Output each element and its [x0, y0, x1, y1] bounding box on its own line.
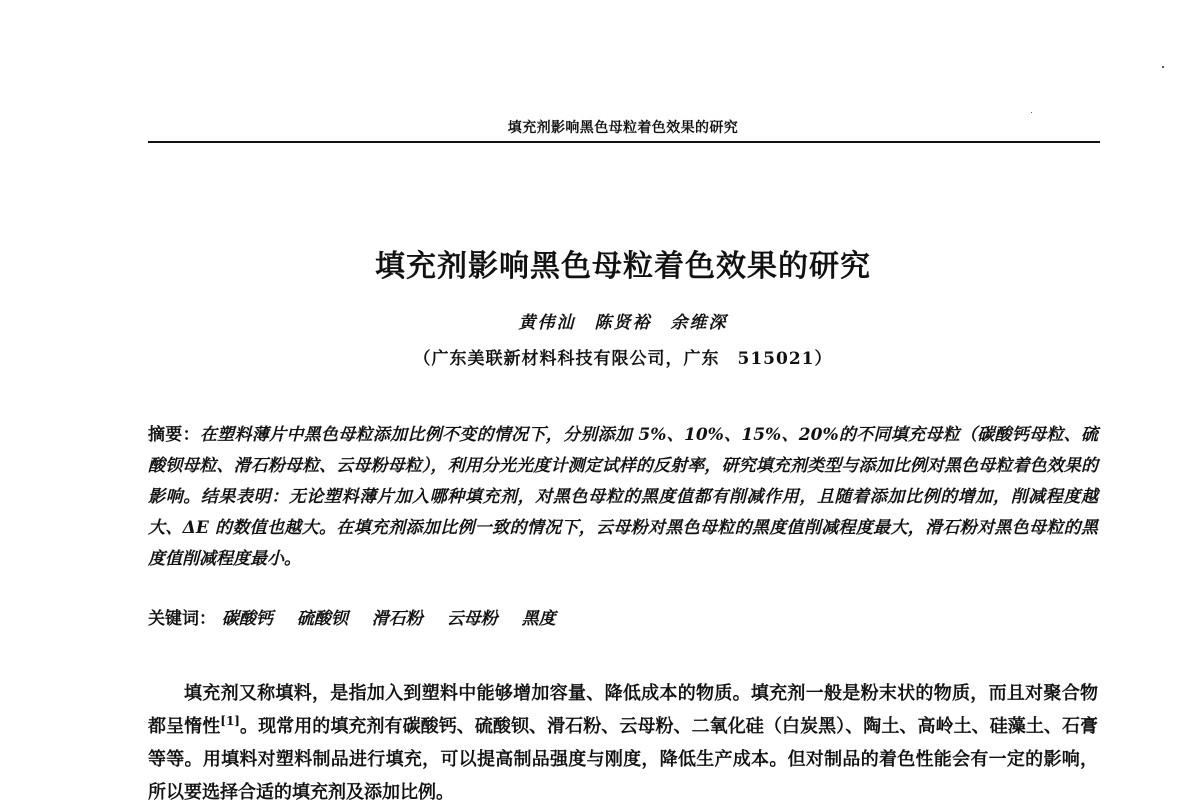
- keywords-label: 关键词：: [148, 609, 216, 629]
- abstract-text: 在塑料薄片中黑色母粒添加比例不变的情况下，分别添加 5%、10%、15%、20%的不同填充母粒（碳酸钙母粒、硫酸钡母粒、滑石粉母粒、云母粉母粒），利用分光光度计测定试样的反射率，研究填充剂类型与添加比例对黑色母粒着色效果的影响。结果表明：无论塑料薄片加入哪种填充剂，对黑色母粒的黑度值都有削减作用，且随着添加比例的增加，削减程度越大、ΔE 的数值也越大。在填充剂添加比例一致的情况下，云母粉对黑色母粒的黑度值削减程度最大，滑石粉对黑色母粒的黑度值削减程度最小。: [148, 425, 1098, 569]
- keyword-item: 硫酸钡: [296, 609, 348, 629]
- authors-line: 黄伟汕 陈贤裕 余维深: [518, 313, 728, 333]
- paper-title: 填充剂影响黑色母粒着色效果的研究: [375, 249, 871, 284]
- header-rule: [148, 141, 1100, 143]
- keyword-item: 碳酸钙: [221, 609, 273, 629]
- keyword-item: 云母粉: [446, 609, 498, 629]
- affiliation-line: （广东美联新材料科技有限公司，广东 515021）: [413, 349, 833, 369]
- introduction-text: [148, 677, 1098, 803]
- keyword-item: 滑石粉: [371, 609, 423, 629]
- intro-text-part-1: 填充剂又称填料，是指加入到塑料中能够增加容量、降低成本的物质。填充剂一般是粉末状的物质，而且对聚合物都呈惰性: [148, 683, 1098, 737]
- scan-speck: [1162, 66, 1164, 68]
- abstract-section: [148, 420, 1098, 575]
- intro-text-part-2: 。现常用的填充剂有碳酸钙、硫酸钡、滑石粉、云母粉、二氧化硅（白炭黑）、陶土、高岭土、硅藻土、石膏等等。用填料对塑料制品进行填充，可以提高制品强度与刚度，降低生产成本。但对制品的着色性能会有一定的影响，所以要选择合适的填充剂及添加比例。: [148, 716, 1099, 803]
- citation-reference: [1]: [220, 714, 240, 728]
- abstract-label: 摘要：: [148, 425, 200, 445]
- keyword-item: 黑度: [521, 609, 556, 629]
- intro-paragraph: [148, 677, 1098, 803]
- keywords-section: [148, 604, 1098, 629]
- running-header: 填充剂影响黑色母粒着色效果的研究: [507, 120, 739, 136]
- scan-speck: [1031, 112, 1032, 113]
